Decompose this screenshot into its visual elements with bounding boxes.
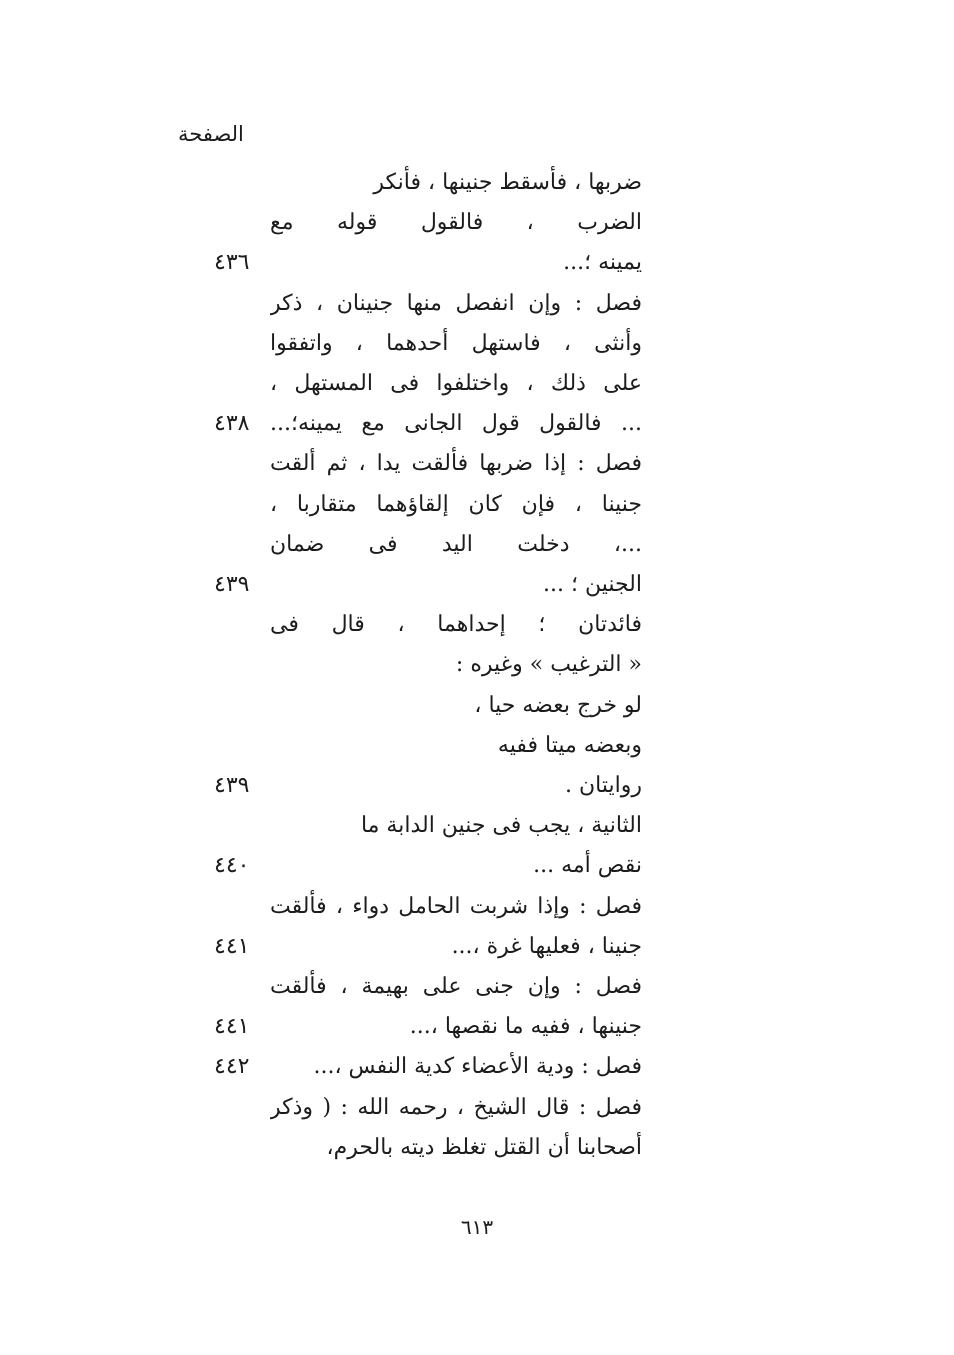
index-entry-line: يمينه ؛... <box>563 250 642 275</box>
index-entry-line: جنينا ، فعليها غرة ،... <box>451 934 642 959</box>
index-entry-line: فصل : ودية الأعضاء كدية النفس ،... <box>313 1054 642 1079</box>
index-entry-line: « الترغيب » وغيره : <box>455 652 642 677</box>
index-entry-line: على ذلك ، واختلفوا فى المستهل ، <box>270 371 642 396</box>
index-entry-line: نقص أمه ... <box>533 853 642 878</box>
index-entry-line: جنينها ، ففيه ما نقصها ،... <box>409 1014 642 1039</box>
index-entry-line: الثانية ، يجب فى جنين الدابة ما <box>360 813 642 838</box>
index-page-reference: ٤٤١ <box>214 934 250 959</box>
index-entry-line: ... فالقول قول الجانى مع يمينه؛... <box>270 411 642 436</box>
index-entry-line: فصل : قال الشيخ ، رحمه الله : ( وذكر <box>270 1095 642 1120</box>
index-entry-line: أصحابنا أن القتل تغلظ ديته بالحرم، <box>326 1135 642 1160</box>
index-page-reference: ٤٣٩ <box>214 572 250 597</box>
index-entry-line: ضربها ، فأسقط جنينها ، فأنكر <box>373 170 642 195</box>
index-page-reference: ٤٣٩ <box>214 773 250 798</box>
index-page-reference: ٤٣٨ <box>214 411 250 436</box>
index-page-reference: ٤٤٠ <box>214 853 250 878</box>
index-entry-line: لو خرج بعضه حيا ، <box>474 693 642 718</box>
index-entry-line: جنينا ، فإن كان إلقاؤهما متقاربا ، <box>270 492 642 517</box>
index-entry-line: الضرب ، فالقول قوله مع <box>270 210 642 235</box>
index-page-reference: ٤٤١ <box>214 1014 250 1039</box>
index-entry-line: فصل : إذا ضربها فألقت يدا ، ثم ألقت <box>270 451 642 476</box>
index-entry-line: فصل : وإن انفصل منها جنينان ، ذكر <box>270 291 642 316</box>
index-entry-line: فصل : وإن جنى على بهيمة ، فألقت <box>270 974 642 999</box>
index-entry-line: ...، دخلت اليد فى ضمان <box>270 532 642 557</box>
index-entry-line: فصل : وإذا شربت الحامل دواء ، فألقت <box>270 894 642 919</box>
index-entry-line: روايتان . <box>565 773 642 798</box>
index-page-reference: ٤٤٢ <box>214 1054 250 1079</box>
index-entry-line: الجنين ؛ ... <box>543 572 642 597</box>
index-entry-line: وبعضه ميتا ففيه <box>497 733 642 758</box>
index-entry-line: فائدتان ؛ إحداهما ، قال فى <box>270 612 642 637</box>
index-page-reference: ٤٣٦ <box>214 250 250 275</box>
page-number: ٦١٣ <box>460 1215 494 1239</box>
page-column-header: الصفحة <box>178 122 244 146</box>
index-entry-line: وأنثى ، فاستهل أحدهما ، واتفقوا <box>270 331 642 356</box>
